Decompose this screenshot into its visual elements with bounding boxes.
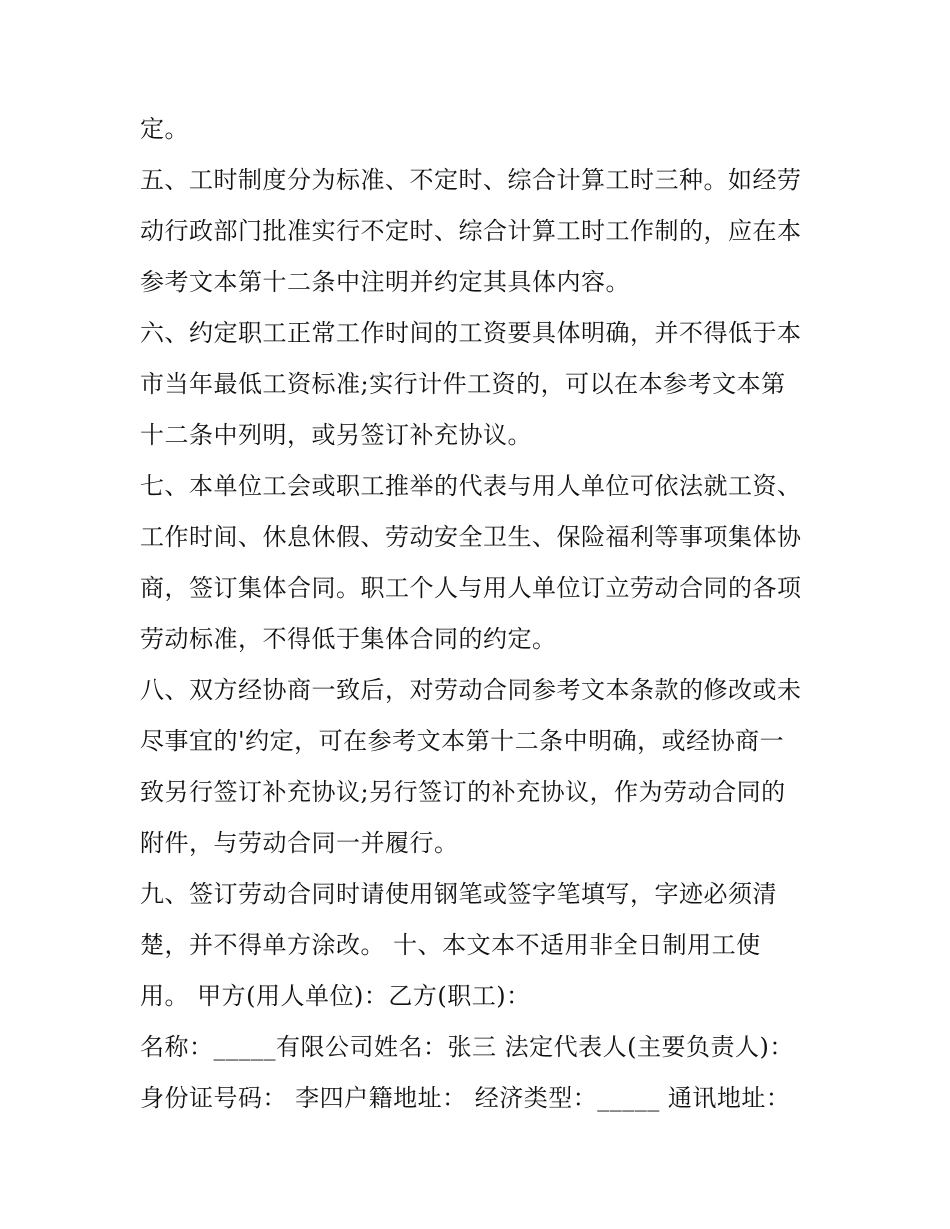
text-line: 八、双方经协商一致后，对劳动合同参考文本条款的修改或未 [140, 676, 802, 704]
text-line: 五、工时制度分为标准、不定时、综合计算工时三种。如经劳 [140, 166, 802, 194]
text-line: 市当年最低工资标准;实行计件工资的，可以在本参考文本第 [140, 370, 786, 398]
text-line: 楚，并不得单方涂改。 十、本文本不适用非全日制用工使 [140, 931, 761, 959]
text-line: 名称：_____有限公司姓名：张三 法定代表人(主要负责人)： [140, 1033, 794, 1061]
text-line: 商，签订集体合同。职工个人与用人单位订立劳动合同的各项 [140, 574, 802, 602]
text-line: 尽事宜的'约定，可在参考文本第十二条中明确，或经协商一 [140, 727, 785, 755]
text-line: 工作时间、休息休假、劳动安全卫生、保险福利等事项集体协 [140, 523, 802, 551]
text-line: 用。 甲方(用人单位)：乙方(职工)： [140, 982, 531, 1010]
text-line: 劳动标准，不得低于集体合同的约定。 [140, 625, 557, 653]
text-line: 附件，与劳动合同一并履行。 [140, 829, 459, 857]
text-line: 定。 [140, 115, 189, 143]
text-line: 九、签订劳动合同时请使用钢笔或签字笔填写，字迹必须清 [140, 880, 777, 908]
text-line: 身份证号码： 李四户籍地址： 经济类型：_____ 通讯地址： [140, 1084, 791, 1112]
text-line: 参考文本第十二条中注明并约定其具体内容。 [140, 268, 630, 296]
text-line: 动行政部门批准实行不定时、综合计算工时工作制的，应在本 [140, 217, 802, 245]
text-line: 六、约定职工正常工作时间的工资要具体明确，并不得低于本 [140, 319, 802, 347]
text-line: 七、本单位工会或职工推举的代表与用人单位可依法就工资、 [140, 472, 802, 500]
document-body [140, 104, 820, 1124]
text-line: 十二条中列明，或另签订补充协议。 [140, 421, 532, 449]
text-line: 致另行签订补充协议;另行签订的补充协议，作为劳动合同的 [140, 778, 786, 806]
